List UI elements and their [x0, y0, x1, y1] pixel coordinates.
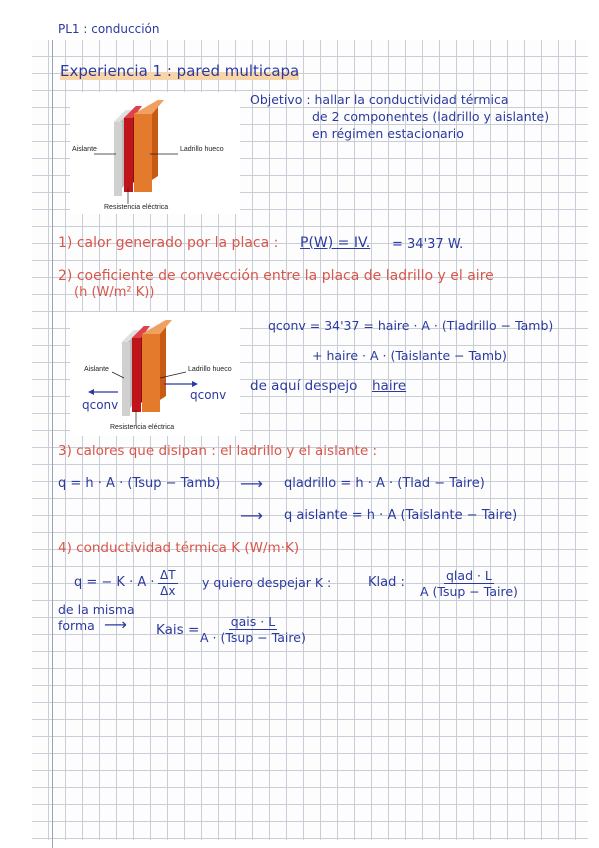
label-aislante-1: Aislante	[72, 146, 97, 153]
objective-line-2: de 2 componentes (ladrillo y aislante)	[312, 109, 550, 124]
klad-fraction	[420, 568, 518, 599]
step2-eq-line3-var: haire	[372, 378, 407, 394]
step2-eq-line2: + haire · A · (Taislante − Tamb)	[312, 348, 507, 363]
step3-arrow-2: ⟶	[240, 506, 263, 525]
kais-den: A · (Tsup − Taire)	[200, 630, 306, 645]
objective-line-3: en régimen estacionario	[312, 126, 464, 141]
step3-eq-main: q = h · A · (Tsup − Tamb)	[58, 476, 221, 491]
label-ladrillo-2: Ladrillo hueco	[188, 366, 232, 373]
frac-num-dt: ΔT	[160, 568, 176, 582]
step3-eq-aislante: q aislante = h · A (Taislante − Taire)	[284, 508, 518, 523]
label-resistencia-2: Resistencia eléctrica	[110, 424, 175, 431]
step3-label: 3) calores que disipan : el ladrillo y el aislante :	[58, 443, 378, 459]
label-ladrillo-1: Ladrillo hueco	[180, 146, 224, 153]
experiment-title: Experiencia 1 : pared multicapa	[60, 62, 300, 80]
frac-den-dx: Δx	[160, 584, 176, 598]
step2-eq-line1: qconv = 34'37 = haire · A · (Tladrillo − Tamb)	[268, 318, 554, 333]
margin-line	[52, 40, 53, 848]
page-header: PL1 : conducción	[58, 22, 160, 36]
step4-eq-text: y quiero despejar K :	[202, 575, 332, 590]
label-aislante-2: Aislante	[84, 366, 109, 373]
figure-wall-1	[70, 92, 240, 214]
figure-wall-2	[70, 312, 240, 436]
step2-label-line1: 2) coeficiente de convección entre la placa de ladrillo y el aire	[58, 268, 494, 284]
step4-label: 4) conductividad térmica K (W/m·K)	[58, 540, 300, 556]
same-way-line1: de la misma	[58, 602, 135, 617]
klad-num: qlad · L	[446, 568, 492, 583]
step1-result: = 34'37 W.	[392, 237, 464, 252]
kais-num: qais · L	[230, 614, 276, 629]
step4-eq-lhs: q = − K · A ·	[74, 575, 155, 590]
step2-eq-line3-prefix: de aquí despejo	[250, 378, 358, 394]
qconv-right-label: qconv	[190, 388, 227, 402]
step4-frac-dt-dx	[158, 568, 178, 599]
kais-fraction	[200, 614, 306, 645]
objective-line-1: Objetivo : hallar la conductividad térmica	[250, 92, 509, 107]
step1-formula: P(W) = IV.	[300, 235, 371, 251]
klad-den: A (Tsup − Taire)	[420, 584, 518, 599]
kais-lhs: Kais =	[156, 622, 200, 638]
qconv-left-label: qconv	[82, 398, 119, 412]
wall-diagram-2	[70, 312, 240, 436]
wall-diagram-1	[70, 92, 240, 214]
label-resistencia-1: Resistencia eléctrica	[104, 204, 169, 211]
same-way-arrow: ⟶	[104, 615, 127, 634]
step1-label: 1) calor generado por la placa :	[58, 235, 279, 251]
step3-eq-ladrillo: qladrillo = h · A · (Tlad − Taire)	[284, 476, 485, 491]
klad-lhs: Klad :	[368, 575, 405, 590]
same-way-line2: forma	[58, 618, 95, 633]
step3-arrow-1: ⟶	[240, 474, 263, 493]
step2-label-line2: (h (W/m² K))	[74, 285, 155, 300]
